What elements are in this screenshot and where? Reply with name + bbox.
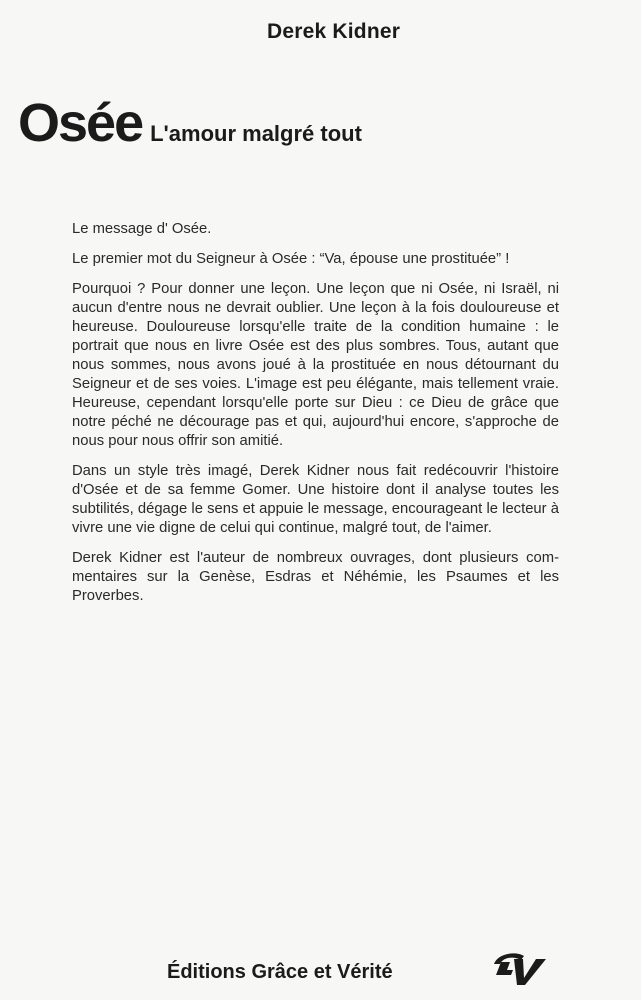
paragraph-intro: Le message d' Osée. <box>72 221 212 237</box>
book-title: Osée <box>18 93 143 153</box>
title-block <box>18 93 362 153</box>
gv-logo-icon <box>490 950 552 986</box>
book-subtitle: L'amour malgré tout <box>150 121 362 146</box>
back-cover-text <box>72 220 559 617</box>
paragraph-style: Dans un style très imagé, Derek Kidner nous fait redécouvrir l'histoire d'Osée et de sa femme Gomer. Une histoire dont il analyse toutes les subtilités, dégage le sens et appuie le message, encourageant le lecteur à vivre une vie digne de celui qui continue, malgré tout, de l'aimer. <box>72 463 559 536</box>
paragraph-author-bio: Derek Kidner est l'auteur de nombreux ouvrages, dont plusieurs commentaires sur la Genèse, Esdras et Néhémie, les Psaumes et les Proverbes. <box>72 550 559 604</box>
paragraph-first-word: Le premier mot du Seigneur à Osée : “Va, épouse une prostituée” ! <box>72 251 510 267</box>
paragraph-why: Pourquoi ? Pour donner une leçon. Une leçon que ni Osée, ni Israël, ni aucun d'entre nous ne devrait oublier. Une leçon à la fois douloureuse et heureuse. Douloureuse lorsqu'elle traite de la condition humaine : le portrait que nous en livre Osée est des plus sombres. Tous, autant que nous sommes, nous avons joué à la prostituée en nous détournant du Seigneur et de ses voies. L'image est peu élégante, mais tellement vraie. Heureuse, cependant lorsqu'elle porte sur Dieu : ce Dieu de grâce que notre péché ne décourage pas et qui, aujourd'hui encore, s'approche de nous pour nous offrir son amitié. <box>72 281 559 449</box>
publisher-name: Éditions Grâce et Vérité <box>167 961 393 983</box>
author-name: Derek Kidner <box>267 20 401 43</box>
